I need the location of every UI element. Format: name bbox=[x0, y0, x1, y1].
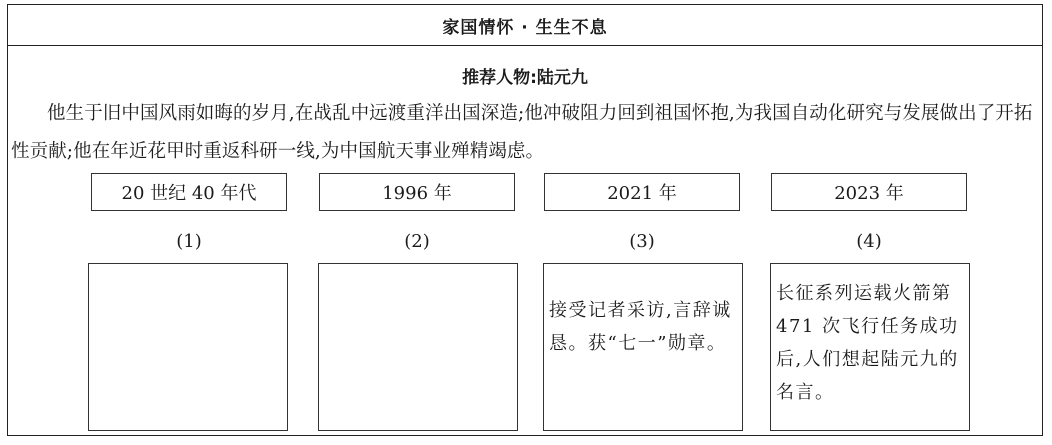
recommended-person: 推荐人物:陆元九 bbox=[462, 68, 588, 88]
period-box-2: 1996 年 bbox=[319, 173, 515, 211]
answer-box-3: 接受记者采访,言辞诚恳。获“七一”勋章。 bbox=[543, 263, 743, 431]
period-box-1: 20 世纪 40 年代 bbox=[91, 173, 287, 211]
biography-paragraph: 他生于旧中国风雨如晦的岁月,在战乱中远渡重洋出国深造;他冲破阻力回到祖国怀抱,为我国自动化研究与发展做出了开拓性贡献;他在年近花甲时重返科研一线,为中国航天事业殚精竭虑。 bbox=[11, 103, 1033, 162]
answer-box-2 bbox=[318, 263, 518, 431]
blank-label-2: (2) bbox=[404, 231, 430, 252]
blank-label-1: (1) bbox=[176, 231, 202, 252]
blank-label-4: (4) bbox=[856, 231, 882, 252]
info-panel bbox=[7, 4, 1043, 436]
blank-label-3: (3) bbox=[629, 231, 655, 252]
answer-box-4: 长征系列运载火箭第 471 次飞行任务成功后,人们想起陆元九的名言。 bbox=[770, 263, 970, 431]
period-box-3: 2021 年 bbox=[544, 173, 740, 211]
period-box-4: 2023 年 bbox=[771, 173, 967, 211]
answer-box-1 bbox=[88, 263, 288, 431]
panel-title: 家国情怀 · 生生不息 bbox=[8, 5, 1042, 46]
